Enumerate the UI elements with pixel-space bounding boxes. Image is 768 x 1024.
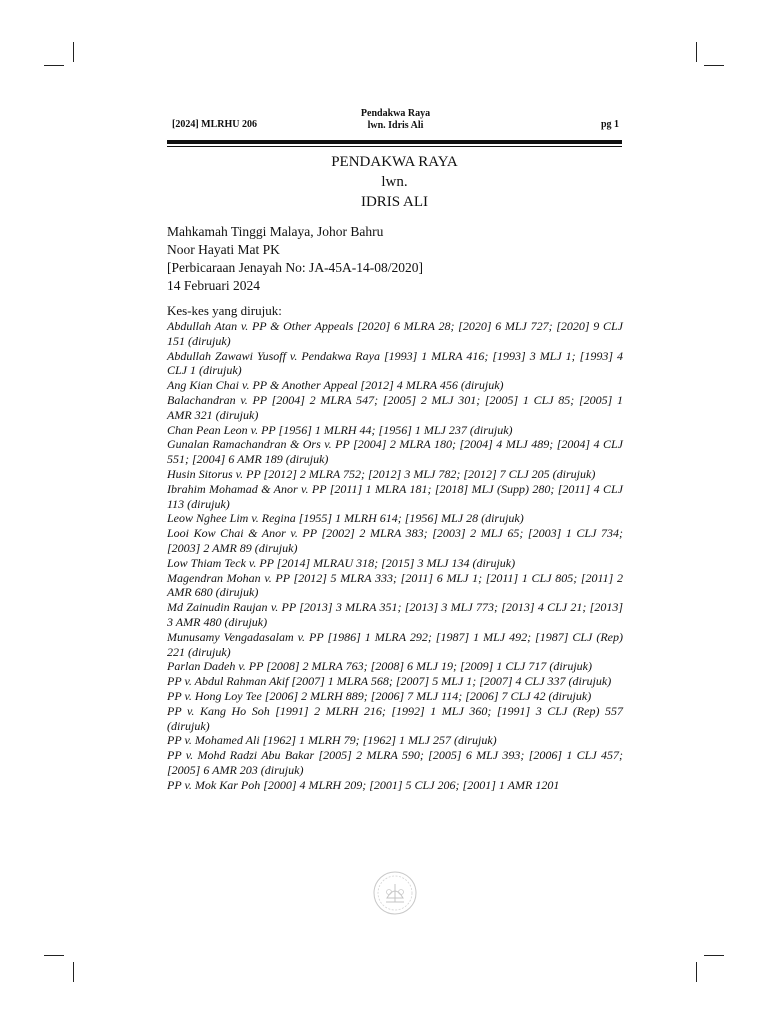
case-item: PP v. Hong Loy Tee [2006] 2 MLRH 889; [2006] 7 MLJ 114; [2006] 7 CLJ 42 (dirujuk) xyxy=(167,688,592,703)
case-item: Magendran Mohan v. PP [2012] 5 MLRA 333; [2011] 6 MLJ 1; [2011] 1 CLJ 805; [2011] 2 AMR 680 (dirujuk) xyxy=(167,570,623,600)
case-item: Husin Sitorus v. PP [2012] 2 MLRA 752; [2012] 3 MLJ 782; [2012] 7 CLJ 205 (dirujuk) xyxy=(167,466,596,481)
case-item: PP v. Kang Ho Soh [1991] 2 MLRH 216; [1992] 1 MLJ 360; [1991] 3 CLJ (Rep) 557 (dirujuk) xyxy=(167,703,623,733)
cases-heading: Kes-kes yang dirujuk: xyxy=(167,303,282,318)
judge-name: Noor Hayati Mat PK xyxy=(167,242,280,257)
case-item: PP v. Abdul Rahman Akif [2007] 1 MLRA 568; [2007] 5 MLJ 1; [2007] 4 CLJ 337 (dirujuk) xyxy=(167,674,612,689)
case-item: Ang Kian Chai v. PP & Another Appeal [2012] 4 MLRA 456 (dirujuk) xyxy=(167,378,504,393)
judgment-date: 14 Februari 2024 xyxy=(167,278,260,293)
header-parties xyxy=(172,108,619,132)
crop-mark-bottom-left-v xyxy=(73,962,74,982)
court-name: Mahkamah Tinggi Malaya, Johor Bahru xyxy=(167,224,384,239)
case-item: Md Zainudin Raujan v. PP [2013] 3 MLRA 351; [2013] 3 MLJ 773; [2013] 4 CLJ 21; [2013] 3 AMR 480 (dirujuk) xyxy=(167,600,623,629)
case-number: [Perbicaraan Jenayah No: JA-45A-14-08/2020] xyxy=(167,260,424,275)
case-item: Parlan Dadeh v. PP [2008] 2 MLRA 763; [2008] 6 MLJ 19; [2009] 1 CLJ 717 (dirujuk) xyxy=(167,659,592,674)
crop-mark-bottom-left-h xyxy=(44,955,64,956)
title-plaintiff: PENDAKWA RAYA xyxy=(331,154,458,170)
case-item: Gunalan Ramachandran & Ors v. PP [2004] 2 MLRA 180; [2004] 4 MLJ 489; [2004] 4 CLJ 551; [2004] 6 AMR 189 (dirujuk) xyxy=(167,437,623,467)
header-rule-thin xyxy=(167,146,622,147)
cases-list xyxy=(167,319,623,793)
case-item: Looi Kow Chai & Anor v. PP [2002] 2 MLRA 383; [2003] 2 MLJ 65; [2003] 1 CLJ 734; [2003] 2 AMR 89 (dirujuk) xyxy=(167,526,623,555)
crop-mark-bottom-right-v xyxy=(696,962,697,982)
court-seal-icon xyxy=(372,870,418,916)
case-item: Abdullah Atan v. PP & Other Appeals [2020] 6 MLRA 28; [2020] 6 MLJ 727; [2020] 9 CLJ 151 (dirujuk) xyxy=(167,319,623,348)
case-item: Chan Pean Leon v. PP [1956] 1 MLRH 44; [1956] 1 MLJ 237 (dirujuk) xyxy=(167,422,513,437)
case-item: PP v. Mohamed Ali [1962] 1 MLRH 79; [1962] 1 MLJ 257 (dirujuk) xyxy=(167,733,497,748)
header-page-number: pg 1 xyxy=(600,119,619,130)
court-info xyxy=(167,223,622,295)
crop-mark-top-left-h xyxy=(44,65,64,66)
header-rule-thick xyxy=(167,140,622,144)
title-versus: lwn. xyxy=(381,174,408,190)
case-item: Balachandran v. PP [2004] 2 MLRA 547; [2005] 2 MLJ 301; [2005] 1 CLJ 85; [2005] 1 AMR 321 (dirujuk) xyxy=(167,392,623,422)
header-parties-line2: lwn. Idris Ali xyxy=(367,120,424,131)
case-item: Ibrahim Mohamad & Anor v. PP [2011] 1 MLRA 181; [2018] MLJ (Supp) 280; [2011] 4 CLJ 113 (dirujuk) xyxy=(167,481,623,511)
header-parties-line1: Pendakwa Raya xyxy=(360,108,431,119)
title-defendant: IDRIS ALI xyxy=(360,194,429,210)
case-item: Leow Nghee Lim v. Regina [1955] 1 MLRH 614; [1956] MLJ 28 (dirujuk) xyxy=(167,511,524,526)
case-item: Low Thiam Teck v. PP [2014] MLRAU 318; [2015] 3 MLJ 134 (dirujuk) xyxy=(167,555,516,570)
case-item: PP v. Mok Kar Poh [2000] 4 MLRH 209; [2001] 5 CLJ 206; [2001] 1 AMR 1201 xyxy=(167,777,560,792)
crop-mark-top-right-v xyxy=(696,42,697,62)
crop-mark-bottom-right-h xyxy=(704,955,724,956)
case-item: Abdullah Zawawi Yusoff v. Pendakwa Raya [1993] 1 MLRA 416; [1993] 3 MLJ 1; [1993] 4 CLJ 1 (dirujuk) xyxy=(167,348,623,378)
header-citation: [2024] MLRHU 206 xyxy=(172,119,257,130)
case-title xyxy=(167,152,622,212)
crop-mark-top-right-h xyxy=(704,65,724,66)
running-header xyxy=(172,104,619,134)
crop-mark-top-left-v xyxy=(73,42,74,62)
case-item: Munusamy Vengadasalam v. PP [1986] 1 MLRA 292; [1987] 1 MLJ 492; [1987] CLJ (Rep) 221 (dirujuk) xyxy=(167,629,623,659)
case-item: PP v. Mohd Radzi Abu Bakar [2005] 2 MLRA 590; [2005] 6 MLJ 393; [2006] 1 CLJ 457; [2005] 6 AMR 203 (dirujuk) xyxy=(167,748,623,777)
